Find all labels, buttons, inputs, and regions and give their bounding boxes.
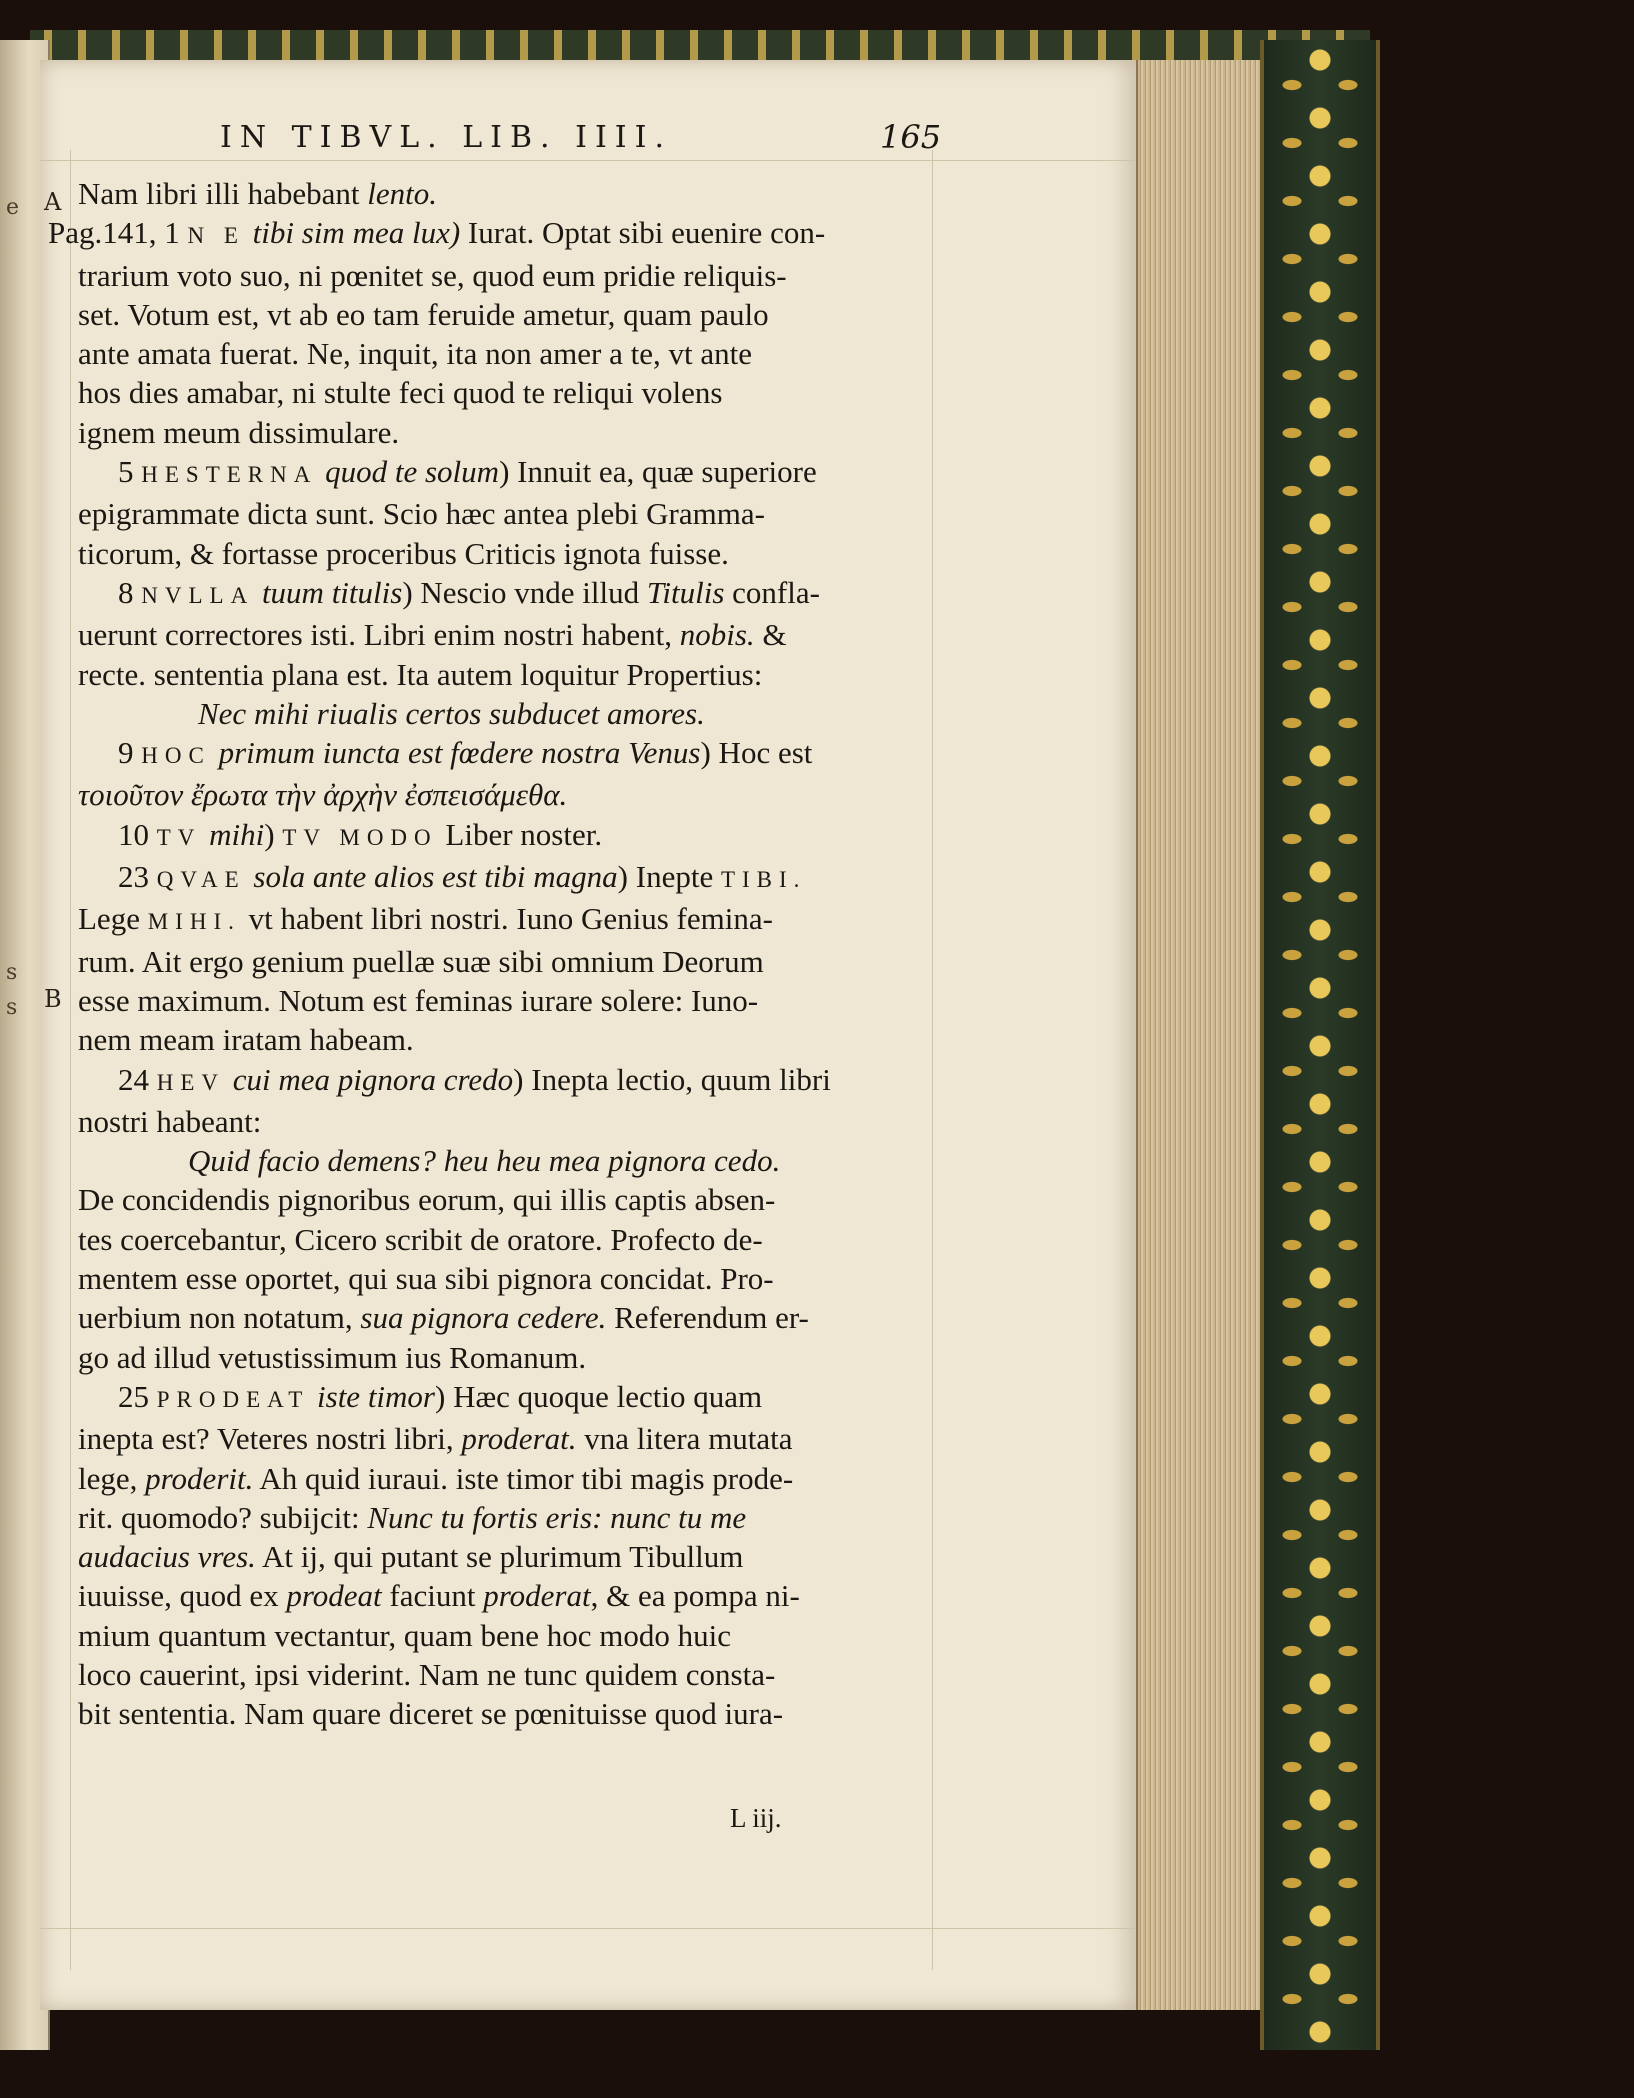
book-page [40, 60, 1136, 2010]
text-line: ante amata fuerat. Ne, inquit, ita non amer a te, vt ante [78, 336, 752, 372]
running-title: IN TIBVL. LIB. IIII. [220, 120, 673, 155]
section-letter-b: B [44, 985, 62, 1013]
text-line: epigrammate dicta sunt. Scio hæc antea plebi Gramma- [78, 496, 765, 532]
commentary-text [48, 174, 958, 1734]
text-line: mium quantum vectantur, quam bene hoc modo huic [78, 1617, 732, 1653]
text-line: nostri habeant: [78, 1103, 262, 1139]
text-line: tes coercebantur, Cicero scribit de oratore. Profecto de- [78, 1221, 763, 1257]
text-line: ticorum, & fortasse proceribus Criticis ignota fuisse. [78, 535, 729, 571]
verse-quotation: Nec mihi riualis certos subducet amores. [198, 695, 705, 731]
text-line: 10 TV mihi) TV MODO Liber noster. [118, 816, 603, 852]
text-line: Lege MIHI. vt habent libri nostri. Iuno Genius femina- [78, 901, 773, 937]
ruling-line-foot [40, 1928, 1136, 1929]
verse-quotation: Quid facio demens? heu heu mea pignora cedo. [188, 1143, 781, 1179]
text-line: esse maximum. Notum est feminas iurare solere: Iuno- [78, 982, 759, 1018]
section-letter-a: A [44, 188, 62, 216]
left-margin-mark: e [6, 195, 20, 220]
ruling-line-head [40, 160, 1136, 161]
text-line: set. Votum est, vt ab eo tam feruide ametur, quam paulo [78, 296, 769, 332]
text-line: 8 NVLLA tuum titulis) Nescio vnde illud Titulis confla- [118, 574, 820, 610]
text-line: bit sententia. Nam quare diceret se pœnituisse quod iura- [78, 1696, 784, 1732]
text-line: inepta est? Veteres nostri libri, proderat. vna litera mutata [78, 1421, 793, 1457]
left-margin-mark: s [6, 995, 18, 1020]
text-line: mentem esse oportet, qui sua sibi pignora concidat. Pro- [78, 1261, 774, 1297]
text-line: trarium voto suo, ni pœnitet se, quod eum pridie reliquis- [78, 257, 787, 293]
text-line: audacius vres. At ij, qui putant se plurimum Tibullum [78, 1539, 744, 1575]
text-line: uerunt correctores isti. Libri enim nostri habent, nobis. & [78, 617, 787, 653]
page-block-edges [1136, 60, 1264, 2010]
text-line: De concidendis pignoribus eorum, qui illis captis absen- [78, 1182, 776, 1218]
text-line: lege, proderit. Ah quid iuraui. iste timor tibi magis prode- [78, 1460, 794, 1496]
text-line: loco cauerint, ipsi viderint. Nam ne tunc quidem consta- [78, 1656, 776, 1692]
text-line: uerbium non notatum, sua pignora cedere. Referendum er- [78, 1300, 809, 1336]
text-line: hos dies amabar, ni stulte feci quod te reliqui volens [78, 375, 723, 411]
text-line: 25 PRODEAT iste timor) Hæc quoque lectio quam [118, 1378, 763, 1414]
text-line: 9 HOC primum iuncta est fœdere nostra Venus) Hoc est [118, 735, 813, 771]
text-line: 5 HESTERNA quod te solum) Innuit ea, quæ superiore [118, 454, 817, 490]
text-line: iuuisse, quod ex prodeat faciunt proderat, & ea pompa ni- [78, 1578, 800, 1614]
text-line: ignem meum dissimulare. [78, 414, 400, 450]
page-number: 165 [880, 118, 942, 156]
text-line: nem meam iratam habeam. [78, 1022, 414, 1058]
signature-mark: L iij. [730, 1803, 782, 1833]
text-line: recte. sententia plana est. Ita autem loquitur Propertius: [78, 656, 763, 692]
gilt-cover-border [1260, 40, 1380, 2050]
text-line: rum. Ait ergo genium puellæ suæ sibi omnium Deorum [78, 943, 764, 979]
greek-line: τοιοῦτον ἔρωτα τὴν ἀρχὴν ἐσπεισάμεθα. [78, 777, 568, 813]
text-line: rit. quomodo? subijcit: Nunc tu fortis eris: nunc tu me [78, 1499, 747, 1535]
text-line: 23 QVAE sola ante alios est tibi magna) Inepte TIBI. [118, 859, 807, 895]
ruling-line-left [70, 150, 71, 1970]
left-margin-mark: s [6, 960, 18, 985]
text-line: Pag.141, 1 N E tibi sim mea lux) Iurat. Optat sibi euenire con- [48, 215, 826, 251]
text-line: go ad illud vetustissimum ius Romanum. [78, 1339, 587, 1375]
text-line: 24 HEV cui mea pignora credo) Inepta lectio, quum libri [118, 1061, 831, 1097]
text-line: Nam libri illi habebant lento. [78, 176, 438, 211]
